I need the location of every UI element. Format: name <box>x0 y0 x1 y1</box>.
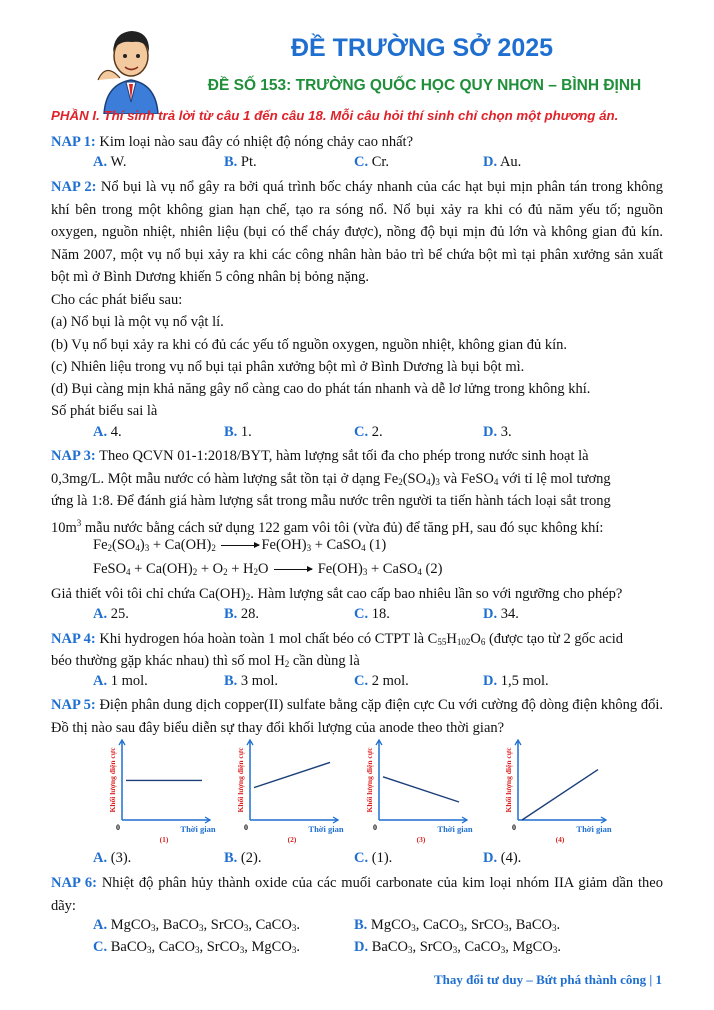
statement-b: (b) Vụ nổ bụi xảy ra khi có đủ các yếu tố nguồn oxygen, nguồn nhiệt, không gian đủ kín. <box>51 337 568 353</box>
series-line <box>383 777 459 802</box>
y-axis-label: Khối lượng điện cực <box>108 747 117 813</box>
option-a[interactable]: A. (3). <box>93 850 132 866</box>
option-d[interactable]: D. BaCO$_3$, SrCO$_3$, CaCO$_3$, MgCO$_3$. <box>354 939 561 955</box>
question-text: Điện phân dung dịch copper(II) sulfate bằng cặp điện cực Cu với cường độ dòng điện không đổi. Đồ thị nào sau đây biểu diễn sự thay đổi khối lượng của anode theo thời gian? <box>51 697 663 736</box>
chart-caption: (4) <box>555 835 565 844</box>
x-axis-label: Thời gian <box>437 824 473 834</box>
option-b[interactable]: B. 3 mol. <box>224 673 278 689</box>
question-text: Nổ bụi là vụ nổ gây ra bởi quá trình bốc cháy nhanh của các hạt bụi mịn phân tán trong không khí bên trong một không gian hạn chế, tạo ra sóng nổ. Nổ bụi xảy ra khi có đủ năm yếu tố; nguồn oxygen, nguồn nhiệt, nhiên liệu (bụi có thể cháy được), nồng độ bụi mịn đủ lớn và không gian đủ kín. Năm 2007, một vụ nổ bụi xảy ra khi các công nhân hàn bảo trì bể chứa bột mì tại phân xưởng sản xuất bột mì ở Bình Dương khiến 5 công nhân bị bỏng nặng. <box>51 179 663 286</box>
equation-1: $Fe_2(SO_4)_3 + Ca(OH)_2$ $Fe(OH)_3$ + CaSO$_4$ (1) <box>93 537 387 553</box>
question-label: NAP 5: <box>51 697 96 713</box>
option-b[interactable]: B. MgCO$_3$, CaCO$_3$, SrCO$_3$, BaCO$_3$. <box>354 917 561 933</box>
question-1 <box>51 131 663 154</box>
chart-2 <box>236 736 348 853</box>
statement-d: (d) Bụi càng mịn khả năng gây nổ càng cao do phát tán nhanh và dễ lơ lửng trong không khí. <box>51 381 591 397</box>
chart-caption: (3) <box>416 835 426 844</box>
origin-label: 0 <box>116 823 120 832</box>
option-a[interactable]: A. MgCO$_3$, BaCO$_3$, SrCO$_3$, CaCO$_3$. <box>93 917 300 933</box>
option-d[interactable]: D. 3. <box>483 424 512 440</box>
option-d[interactable]: D. 1,5 mol. <box>483 673 549 689</box>
question-3-line-2: 0,3mg/L. Một mẫu nước có hàm lượng sắt tồn tại ở dạng $Fe_2(SO_4)_3$ và FeSO$_4$ với tỉ lệ mol tương <box>51 471 611 487</box>
option-a[interactable]: A. W. <box>93 154 127 170</box>
question-label: NAP 4: <box>51 631 96 647</box>
equation-2: FeSO$_4$ + $Ca(OH)_2 + O_2 + H_2O$ $Fe(OH)_3$ + CaSO$_4$ (2) <box>93 561 443 577</box>
series-line <box>522 770 598 820</box>
chart-caption: (2) <box>287 835 297 844</box>
option-a[interactable]: A. 25. <box>93 606 129 622</box>
statements-intro: Cho các phát biểu sau: <box>51 292 183 308</box>
arrow-icon <box>221 545 259 546</box>
question-ask: Số phát biểu sai là <box>51 403 158 419</box>
arrow-icon <box>274 569 312 570</box>
page-subtitle: ĐỀ SỐ 153: TRƯỜNG QUỐC HỌC QUY NHƠN – BÌNH ĐỊNH <box>207 77 642 94</box>
question-label: NAP 2: <box>51 179 97 195</box>
question-text: Nhiệt độ phân hủy thành oxide của các muối carbonate của kim loại nhóm IIA giảm dần theo dãy: <box>51 875 663 914</box>
option-c[interactable]: C. Cr. <box>354 154 390 170</box>
question-4-line-2: béo thường gặp khác nhau) thì số mol $H_2$ cần dùng là <box>51 653 360 669</box>
x-axis-label: Thời gian <box>180 824 216 834</box>
statement-c: (c) Nhiên liệu trong vụ nổ bụi tại phân xưởng bột mì ở Bình Dương là bụi bột mì. <box>51 359 525 375</box>
section-heading: PHẦN I. Thí sinh trả lời từ câu 1 đến câu 18. Mỗi câu hỏi thí sinh chỉ chọn một phương án. <box>51 108 619 123</box>
option-c[interactable]: C. 18. <box>354 606 390 622</box>
statement-a: (a) Nổ bụi là một vụ nổ vật lí. <box>51 314 224 330</box>
y-axis-label: Khối lượng điện cực <box>236 747 245 813</box>
page-title: ĐỀ TRƯỜNG SỞ 2025 <box>290 34 554 62</box>
chart-caption: (1) <box>159 835 169 844</box>
question-label: NAP 3: <box>51 448 96 464</box>
option-c[interactable]: C. BaCO$_3$, CaCO$_3$, SrCO$_3$, MgCO$_3$. <box>93 939 300 955</box>
option-d[interactable]: D. Au. <box>483 154 522 170</box>
option-b[interactable]: B. 28. <box>224 606 260 622</box>
question-5 <box>51 694 663 739</box>
option-b[interactable]: B. Pt. <box>224 154 257 170</box>
question-3-line-3: ứng là 1:8. Để đánh giá hàm lượng sắt trong mẫu nước trên người ta tiến hành tách loại sắt trong <box>51 493 611 509</box>
origin-label: 0 <box>512 823 516 832</box>
chart-3 <box>365 736 477 853</box>
x-axis-label: Thời gian <box>576 824 612 834</box>
y-axis-label: Khối lượng điện cực <box>504 747 513 813</box>
question-text: Kim loại nào sau đây có nhiệt độ nóng chảy cao nhất? <box>95 134 414 150</box>
option-c[interactable]: C. (1). <box>354 850 393 866</box>
option-d[interactable]: D. 34. <box>483 606 519 622</box>
question-label: NAP 1: <box>51 134 96 150</box>
question-2 <box>51 176 663 289</box>
question-4: NAP 4: Khi hydrogen hóa hoàn toàn 1 mol chất béo có CTPT là $C_{55}H_{102}O_6$ (được tạo từ 2 gốc acid <box>51 631 624 647</box>
x-axis-label: Thời gian <box>308 824 344 834</box>
question-label: NAP 6: <box>51 875 97 891</box>
question-6 <box>51 872 663 917</box>
option-a[interactable]: A. 4. <box>93 424 122 440</box>
option-d[interactable]: D. (4). <box>483 850 522 866</box>
chart-1 <box>108 736 220 853</box>
origin-label: 0 <box>244 823 248 832</box>
series-line <box>254 762 330 787</box>
option-b[interactable]: B. 1. <box>224 424 252 440</box>
origin-label: 0 <box>373 823 377 832</box>
option-c[interactable]: C. 2 mol. <box>354 673 409 689</box>
y-axis-label: Khối lượng điện cực <box>365 747 374 813</box>
chart-4 <box>504 736 616 853</box>
question-3-line-4: $10m^3$ mẫu nước bằng cách sử dụng 122 gam vôi tôi (vừa đủ) để tăng pH, sau đó sục không khí: <box>51 518 604 536</box>
option-b[interactable]: B. (2). <box>224 850 262 866</box>
option-a[interactable]: A. 1 mol. <box>93 673 148 689</box>
question-3: NAP 3: Theo QCVN 01-1:2018/BYT, hàm lượng sắt tối đa cho phép trong nước sinh hoạt là <box>51 448 589 464</box>
option-c[interactable]: C. 2. <box>354 424 383 440</box>
page-footer: Thay đổi tư duy – Bứt phá thành công | 1 <box>434 972 662 987</box>
question-3-ask: Giả thiết vôi tôi chỉ chứa $Ca(OH)_2$. Hàm lượng sắt cao cấp bao nhiêu lần so với ngưỡng cho phép? <box>51 586 623 602</box>
